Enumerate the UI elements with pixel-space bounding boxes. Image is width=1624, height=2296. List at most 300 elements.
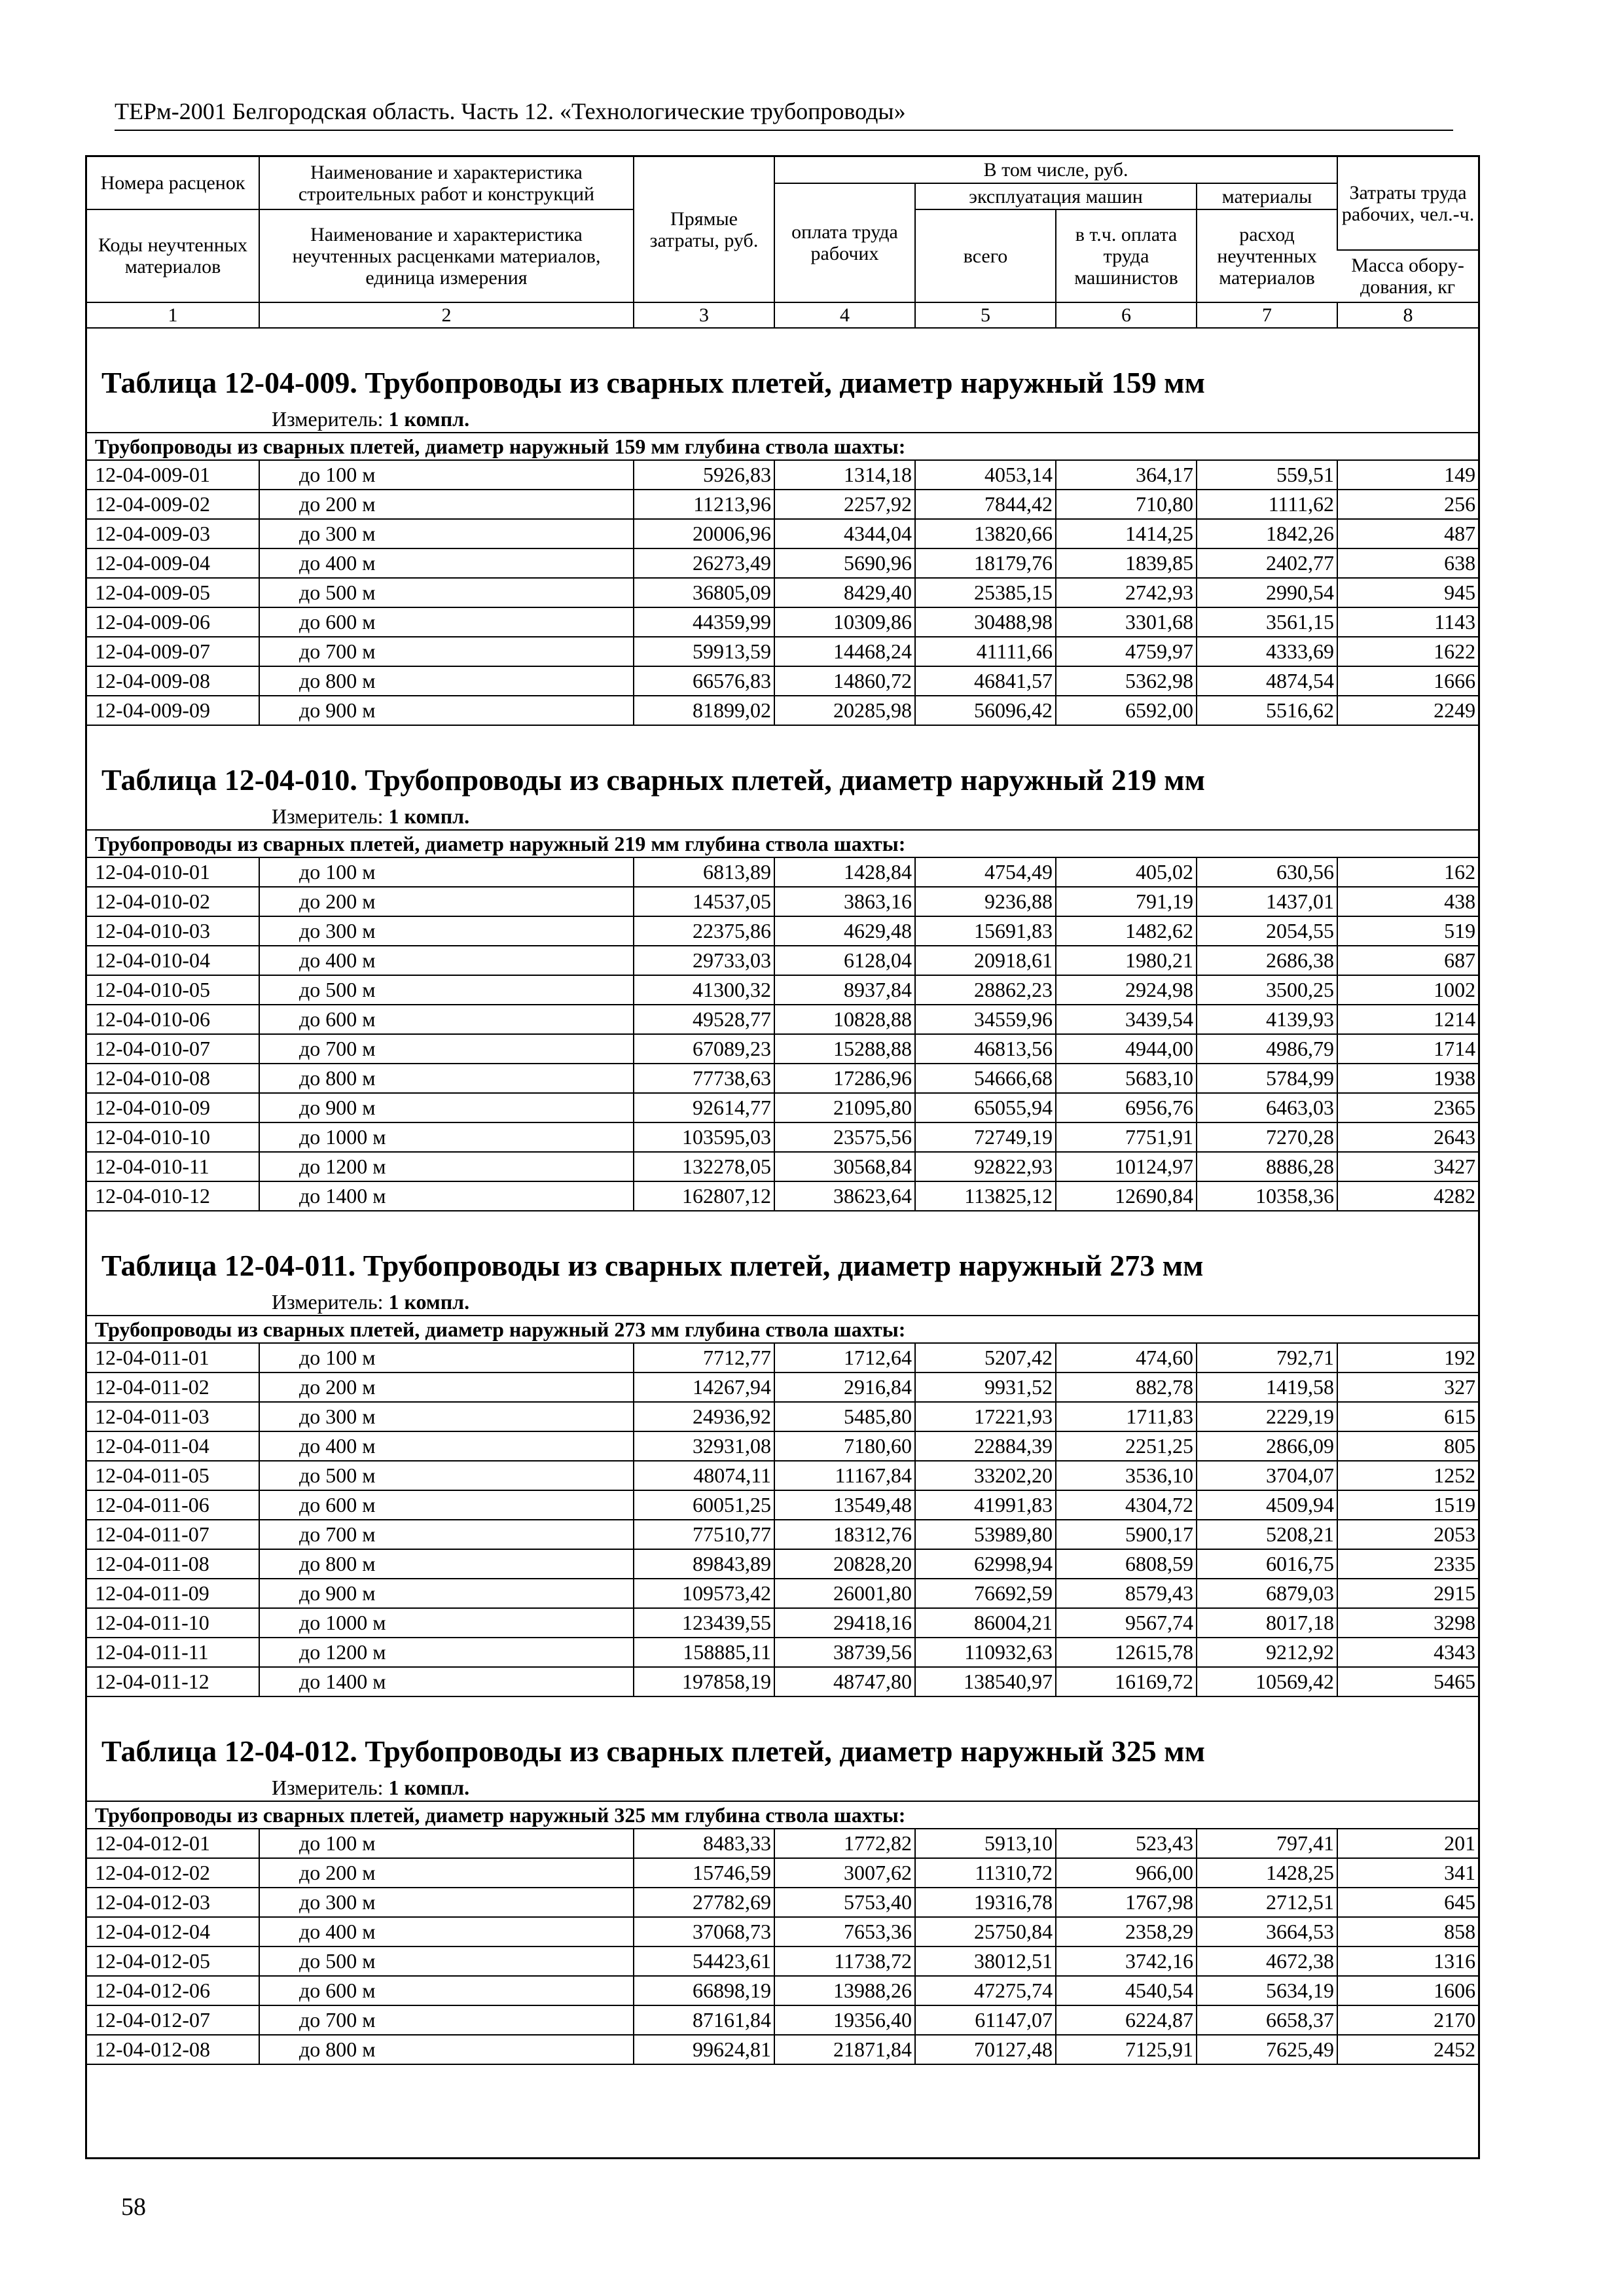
machines-total: 46813,56	[915, 1034, 1056, 1064]
machines-total: 34559,96	[915, 1005, 1056, 1034]
machinist-pay: 4540,54	[1056, 1976, 1197, 2005]
labor-hours: 615	[1337, 1402, 1478, 1431]
rate-code: 12-04-012-04	[87, 1917, 259, 1946]
worker-pay: 2257,92	[774, 490, 915, 519]
table-row	[87, 1829, 1478, 1858]
worker-pay: 5485,80	[774, 1402, 915, 1431]
direct-costs: 54423,61	[634, 1946, 774, 1976]
materials: 7270,28	[1197, 1122, 1337, 1152]
work-description: до 200 м	[259, 1858, 634, 1888]
rate-code: 12-04-012-08	[87, 2035, 259, 2064]
section-table	[87, 829, 1478, 1211]
direct-costs: 87161,84	[634, 2005, 774, 2035]
worker-pay: 10309,86	[774, 607, 915, 637]
header-unaccounted-materials: расход неучтенных материалов	[1197, 209, 1337, 302]
machinist-pay: 8579,43	[1056, 1579, 1197, 1608]
materials: 5634,19	[1197, 1976, 1337, 2005]
machinist-pay: 4304,72	[1056, 1490, 1197, 1520]
section-meter	[87, 1774, 1478, 1801]
materials: 7625,49	[1197, 2035, 1337, 2064]
direct-costs: 123439,55	[634, 1608, 774, 1638]
header-material-name: Наименование и характеристика неучтенных расценками материалов, единица измерения	[259, 209, 634, 302]
machines-total: 65055,94	[915, 1093, 1056, 1122]
machines-total: 22884,39	[915, 1431, 1056, 1461]
direct-costs: 14267,94	[634, 1372, 774, 1402]
machinist-pay: 1839,85	[1056, 548, 1197, 578]
worker-pay: 19356,40	[774, 2005, 915, 2035]
worker-pay: 7653,36	[774, 1917, 915, 1946]
direct-costs: 5926,83	[634, 460, 774, 490]
column-number: 4	[774, 302, 915, 328]
rate-code: 12-04-011-02	[87, 1372, 259, 1402]
table-row	[87, 637, 1478, 666]
materials: 5784,99	[1197, 1064, 1337, 1093]
materials: 1419,58	[1197, 1372, 1337, 1402]
worker-pay: 21871,84	[774, 2035, 915, 2064]
meter-label: Измеритель:	[272, 1290, 384, 1314]
table-row	[87, 975, 1478, 1005]
materials: 5516,62	[1197, 696, 1337, 725]
header-including: В том числе, руб.	[774, 157, 1337, 183]
labor-hours: 2335	[1337, 1549, 1478, 1579]
header-machine-operation: эксплуатация машин	[915, 183, 1197, 209]
work-description: до 1200 м	[259, 1152, 634, 1181]
section-title: Таблица 12-04-010. Трубопроводы из сварных плетей, диаметр наружный 219 мм	[101, 763, 1205, 797]
work-description: до 400 м	[259, 1431, 634, 1461]
labor-hours: 519	[1337, 916, 1478, 946]
machines-total: 17221,93	[915, 1402, 1056, 1431]
header-worker-pay: оплата труда рабочих	[774, 183, 915, 302]
labor-hours: 438	[1337, 887, 1478, 916]
direct-costs: 6813,89	[634, 857, 774, 887]
rate-code: 12-04-012-05	[87, 1946, 259, 1976]
machinist-pay: 1711,83	[1056, 1402, 1197, 1431]
labor-hours: 2452	[1337, 2035, 1478, 2064]
labor-hours: 1214	[1337, 1005, 1478, 1034]
section-title: Таблица 12-04-011. Трубопроводы из сварных плетей, диаметр наружный 273 мм	[101, 1249, 1204, 1282]
table-row	[87, 607, 1478, 637]
machinist-pay: 1482,62	[1056, 916, 1197, 946]
machinist-pay: 791,19	[1056, 887, 1197, 916]
labor-hours: 192	[1337, 1343, 1478, 1372]
machines-total: 19316,78	[915, 1888, 1056, 1917]
materials: 3561,15	[1197, 607, 1337, 637]
rate-code: 12-04-009-01	[87, 460, 259, 490]
rate-code: 12-04-012-07	[87, 2005, 259, 2035]
rate-code: 12-04-010-04	[87, 946, 259, 975]
machinist-pay: 10124,97	[1056, 1152, 1197, 1181]
work-description: до 300 м	[259, 1402, 634, 1431]
table-row	[87, 2005, 1478, 2035]
table-row	[87, 857, 1478, 887]
table-row	[87, 1667, 1478, 1696]
table-row	[87, 490, 1478, 519]
table-row	[87, 1152, 1478, 1181]
worker-pay: 8937,84	[774, 975, 915, 1005]
rate-code: 12-04-012-06	[87, 1976, 259, 2005]
table-row	[87, 1490, 1478, 1520]
labor-hours: 1606	[1337, 1976, 1478, 2005]
worker-pay: 23575,56	[774, 1122, 915, 1152]
rates-table	[85, 155, 1480, 2159]
rate-code: 12-04-011-05	[87, 1461, 259, 1490]
work-description: до 1400 м	[259, 1667, 634, 1696]
rate-code: 12-04-011-01	[87, 1343, 259, 1372]
rate-code: 12-04-009-09	[87, 696, 259, 725]
labor-hours: 4343	[1337, 1638, 1478, 1667]
worker-pay: 38623,64	[774, 1181, 915, 1211]
worker-pay: 7180,60	[774, 1431, 915, 1461]
direct-costs: 99624,81	[634, 2035, 774, 2064]
machines-total: 56096,42	[915, 696, 1056, 725]
machinist-pay: 5362,98	[1056, 666, 1197, 696]
direct-costs: 49528,77	[634, 1005, 774, 1034]
header-machines-total: всего	[915, 209, 1056, 302]
labor-hours: 201	[1337, 1829, 1478, 1858]
materials: 3664,53	[1197, 1917, 1337, 1946]
table-row	[87, 2035, 1478, 2064]
page-number: 58	[121, 2193, 146, 2221]
work-description: до 400 м	[259, 548, 634, 578]
machinist-pay: 9567,74	[1056, 1608, 1197, 1638]
machines-total: 70127,48	[915, 2035, 1056, 2064]
work-description: до 700 м	[259, 1034, 634, 1064]
worker-pay: 21095,80	[774, 1093, 915, 1122]
rate-code: 12-04-009-02	[87, 490, 259, 519]
materials: 630,56	[1197, 857, 1337, 887]
labor-hours: 2643	[1337, 1122, 1478, 1152]
table-row	[87, 1431, 1478, 1461]
section-meter	[87, 803, 1478, 829]
worker-pay: 6128,04	[774, 946, 915, 975]
worker-pay: 11738,72	[774, 1946, 915, 1976]
direct-costs: 29733,03	[634, 946, 774, 975]
labor-hours: 2053	[1337, 1520, 1478, 1549]
machines-total: 47275,74	[915, 1976, 1056, 2005]
machines-total: 28862,23	[915, 975, 1056, 1005]
rate-code: 12-04-010-02	[87, 887, 259, 916]
rate-code: 12-04-010-01	[87, 857, 259, 887]
worker-pay: 3007,62	[774, 1858, 915, 1888]
table-row	[87, 1549, 1478, 1579]
labor-hours: 1519	[1337, 1490, 1478, 1520]
rate-code: 12-04-011-12	[87, 1667, 259, 1696]
table-row	[87, 1093, 1478, 1122]
direct-costs: 41300,32	[634, 975, 774, 1005]
machinist-pay: 6808,59	[1056, 1549, 1197, 1579]
rate-code: 12-04-011-10	[87, 1608, 259, 1638]
machines-total: 62998,94	[915, 1549, 1056, 1579]
direct-costs: 66898,19	[634, 1976, 774, 2005]
section-table	[87, 1801, 1478, 2065]
direct-costs: 36805,09	[634, 578, 774, 607]
materials: 2402,77	[1197, 548, 1337, 578]
rate-code: 12-04-012-03	[87, 1888, 259, 1917]
machinist-pay: 3742,16	[1056, 1946, 1197, 1976]
machinist-pay: 2742,93	[1056, 578, 1197, 607]
materials: 10358,36	[1197, 1181, 1337, 1211]
labor-hours: 687	[1337, 946, 1478, 975]
work-description: до 200 м	[259, 887, 634, 916]
worker-pay: 3863,16	[774, 887, 915, 916]
rate-code: 12-04-010-07	[87, 1034, 259, 1064]
worker-pay: 5690,96	[774, 548, 915, 578]
materials: 5208,21	[1197, 1520, 1337, 1549]
worker-pay: 2916,84	[774, 1372, 915, 1402]
work-description: до 200 м	[259, 1372, 634, 1402]
labor-hours: 858	[1337, 1917, 1478, 1946]
section-subtitle: Трубопроводы из сварных плетей, диаметр наружный 159 мм глубина ствола шахты:	[87, 433, 1478, 460]
machinist-pay: 710,80	[1056, 490, 1197, 519]
machines-total: 9236,88	[915, 887, 1056, 916]
table-row	[87, 1946, 1478, 1976]
machines-total: 11310,72	[915, 1858, 1056, 1888]
machines-total: 7844,42	[915, 490, 1056, 519]
labor-hours: 805	[1337, 1431, 1478, 1461]
work-description: до 300 м	[259, 1888, 634, 1917]
machines-total: 30488,98	[915, 607, 1056, 637]
rate-code: 12-04-010-11	[87, 1152, 259, 1181]
machinist-pay: 7751,91	[1056, 1122, 1197, 1152]
labor-hours: 327	[1337, 1372, 1478, 1402]
rate-code: 12-04-012-02	[87, 1858, 259, 1888]
materials: 4333,69	[1197, 637, 1337, 666]
direct-costs: 89843,89	[634, 1549, 774, 1579]
labor-hours: 1714	[1337, 1034, 1478, 1064]
machines-total: 20918,61	[915, 946, 1056, 975]
meter-value: 1 компл.	[388, 804, 470, 828]
machinist-pay: 3439,54	[1056, 1005, 1197, 1034]
worker-pay: 1428,84	[774, 857, 915, 887]
worker-pay: 14860,72	[774, 666, 915, 696]
section-meter	[87, 406, 1478, 432]
rate-code: 12-04-009-07	[87, 637, 259, 666]
work-description: до 1200 м	[259, 1638, 634, 1667]
labor-hours: 2249	[1337, 696, 1478, 725]
work-description: до 300 м	[259, 916, 634, 946]
table-row	[87, 1858, 1478, 1888]
work-description: до 600 м	[259, 607, 634, 637]
materials: 1428,25	[1197, 1858, 1337, 1888]
machinist-pay: 405,02	[1056, 857, 1197, 887]
direct-costs: 132278,05	[634, 1152, 774, 1181]
direct-costs: 48074,11	[634, 1461, 774, 1490]
worker-pay: 1772,82	[774, 1829, 915, 1858]
table-row	[87, 1888, 1478, 1917]
header-work-name: Наименование и характеристика строительных работ и конструкций	[259, 157, 634, 209]
machines-total: 38012,51	[915, 1946, 1056, 1976]
section-subtitle: Трубопроводы из сварных плетей, диаметр наружный 219 мм глубина ствола шахты:	[87, 830, 1478, 857]
materials: 8886,28	[1197, 1152, 1337, 1181]
sections-container	[87, 329, 1478, 2065]
section-subtitle: Трубопроводы из сварных плетей, диаметр наружный 325 мм глубина ствола шахты:	[87, 1801, 1478, 1829]
direct-costs: 77510,77	[634, 1520, 774, 1549]
machines-total: 5913,10	[915, 1829, 1056, 1858]
table-row	[87, 548, 1478, 578]
worker-pay: 14468,24	[774, 637, 915, 666]
materials: 2229,19	[1197, 1402, 1337, 1431]
section-meter	[87, 1289, 1478, 1315]
table-row	[87, 1064, 1478, 1093]
header-materials: материалы	[1197, 183, 1337, 209]
direct-costs: 197858,19	[634, 1667, 774, 1696]
materials: 797,41	[1197, 1829, 1337, 1858]
worker-pay: 1314,18	[774, 460, 915, 490]
rate-code: 12-04-009-04	[87, 548, 259, 578]
table-row	[87, 460, 1478, 490]
meter-value: 1 компл.	[388, 407, 470, 431]
worker-pay: 11167,84	[774, 1461, 915, 1490]
direct-costs: 103595,03	[634, 1122, 774, 1152]
worker-pay: 10828,88	[774, 1005, 915, 1034]
column-header	[87, 157, 1478, 329]
work-description: до 800 м	[259, 1064, 634, 1093]
column-number: 3	[634, 302, 774, 328]
header-direct-costs: Прямые затраты, руб.	[634, 157, 774, 302]
table-row	[87, 1181, 1478, 1211]
machinist-pay: 5683,10	[1056, 1064, 1197, 1093]
direct-costs: 22375,86	[634, 916, 774, 946]
machines-total: 15691,83	[915, 916, 1056, 946]
machinist-pay: 1767,98	[1056, 1888, 1197, 1917]
rate-code: 12-04-009-08	[87, 666, 259, 696]
work-description: до 900 м	[259, 1093, 634, 1122]
materials: 559,51	[1197, 460, 1337, 490]
rate-code: 12-04-010-09	[87, 1093, 259, 1122]
machinist-pay: 2251,25	[1056, 1431, 1197, 1461]
work-description: до 800 м	[259, 2035, 634, 2064]
work-description: до 100 м	[259, 1829, 634, 1858]
rate-code: 12-04-010-06	[87, 1005, 259, 1034]
materials: 10569,42	[1197, 1667, 1337, 1696]
materials: 9212,92	[1197, 1638, 1337, 1667]
meter-label: Измеритель:	[272, 804, 384, 828]
worker-pay: 48747,80	[774, 1667, 915, 1696]
direct-costs: 37068,73	[634, 1917, 774, 1946]
rate-code: 12-04-010-08	[87, 1064, 259, 1093]
materials: 6879,03	[1197, 1579, 1337, 1608]
column-number: 6	[1056, 302, 1197, 328]
labor-hours: 1316	[1337, 1946, 1478, 1976]
labor-hours: 1666	[1337, 666, 1478, 696]
column-number: 8	[1337, 302, 1478, 328]
worker-pay: 38739,56	[774, 1638, 915, 1667]
worker-pay: 17286,96	[774, 1064, 915, 1093]
work-description: до 500 м	[259, 1461, 634, 1490]
column-number: 7	[1197, 302, 1337, 328]
header-labor-costs: Затраты труда рабочих, чел.-ч.	[1337, 157, 1478, 250]
direct-costs: 109573,42	[634, 1579, 774, 1608]
materials: 2712,51	[1197, 1888, 1337, 1917]
section-table	[87, 432, 1478, 726]
materials: 1842,26	[1197, 519, 1337, 548]
direct-costs: 11213,96	[634, 490, 774, 519]
machines-total: 53989,80	[915, 1520, 1056, 1549]
rate-code: 12-04-009-06	[87, 607, 259, 637]
table-row	[87, 1034, 1478, 1064]
work-description: до 200 м	[259, 490, 634, 519]
meter-label: Измеритель:	[272, 1776, 384, 1799]
column-number: 1	[87, 302, 259, 328]
direct-costs: 77738,63	[634, 1064, 774, 1093]
table-row	[87, 1343, 1478, 1372]
table-row	[87, 519, 1478, 548]
work-description: до 700 м	[259, 637, 634, 666]
worker-pay: 26001,80	[774, 1579, 915, 1608]
work-description: до 600 м	[259, 1490, 634, 1520]
direct-costs: 24936,92	[634, 1402, 774, 1431]
machines-total: 86004,21	[915, 1608, 1056, 1638]
direct-costs: 7712,77	[634, 1343, 774, 1372]
meter-label: Измеритель:	[272, 407, 384, 431]
table-row	[87, 946, 1478, 975]
machines-total: 110932,63	[915, 1638, 1056, 1667]
work-description: до 900 м	[259, 696, 634, 725]
machinist-pay: 1414,25	[1056, 519, 1197, 548]
rate-code: 12-04-011-08	[87, 1549, 259, 1579]
labor-hours: 1252	[1337, 1461, 1478, 1490]
machinist-pay: 16169,72	[1056, 1667, 1197, 1696]
machinist-pay: 2924,98	[1056, 975, 1197, 1005]
work-description: до 300 м	[259, 519, 634, 548]
direct-costs: 27782,69	[634, 1888, 774, 1917]
direct-costs: 15746,59	[634, 1858, 774, 1888]
table-row	[87, 1608, 1478, 1638]
table-row	[87, 578, 1478, 607]
materials: 792,71	[1197, 1343, 1337, 1372]
machinist-pay: 1980,21	[1056, 946, 1197, 975]
section-subtitle: Трубопроводы из сварных плетей, диаметр наружный 273 мм глубина ствола шахты:	[87, 1316, 1478, 1343]
labor-hours: 3298	[1337, 1608, 1478, 1638]
worker-pay: 20285,98	[774, 696, 915, 725]
materials: 6463,03	[1197, 1093, 1337, 1122]
work-description: до 800 м	[259, 1549, 634, 1579]
direct-costs: 8483,33	[634, 1829, 774, 1858]
work-description: до 400 м	[259, 1917, 634, 1946]
direct-costs: 162807,12	[634, 1181, 774, 1211]
header-material-codes: Коды неучтенных материалов	[87, 209, 259, 302]
materials: 2686,38	[1197, 946, 1337, 975]
table-row	[87, 916, 1478, 946]
direct-costs: 66576,83	[634, 666, 774, 696]
worker-pay: 4344,04	[774, 519, 915, 548]
work-description: до 1400 м	[259, 1181, 634, 1211]
machinist-pay: 6592,00	[1056, 696, 1197, 725]
direct-costs: 60051,25	[634, 1490, 774, 1520]
machines-total: 18179,76	[915, 548, 1056, 578]
materials: 2990,54	[1197, 578, 1337, 607]
table-row	[87, 1372, 1478, 1402]
direct-costs: 158885,11	[634, 1638, 774, 1667]
materials: 4509,94	[1197, 1490, 1337, 1520]
direct-costs: 81899,02	[634, 696, 774, 725]
work-description: до 900 м	[259, 1579, 634, 1608]
machines-total: 138540,97	[915, 1667, 1056, 1696]
column-number: 2	[259, 302, 634, 328]
section-title: Таблица 12-04-009. Трубопроводы из сварных плетей, диаметр наружный 159 мм	[101, 366, 1205, 399]
machines-total: 61147,07	[915, 2005, 1056, 2035]
work-description: до 700 м	[259, 2005, 634, 2035]
machines-total: 33202,20	[915, 1461, 1056, 1490]
machines-total: 13820,66	[915, 519, 1056, 548]
work-description: до 500 м	[259, 578, 634, 607]
rate-code: 12-04-011-03	[87, 1402, 259, 1431]
machinist-pay: 966,00	[1056, 1858, 1197, 1888]
rate-code: 12-04-010-10	[87, 1122, 259, 1152]
machinist-pay: 2358,29	[1056, 1917, 1197, 1946]
materials: 8017,18	[1197, 1608, 1337, 1638]
machinist-pay: 5900,17	[1056, 1520, 1197, 1549]
